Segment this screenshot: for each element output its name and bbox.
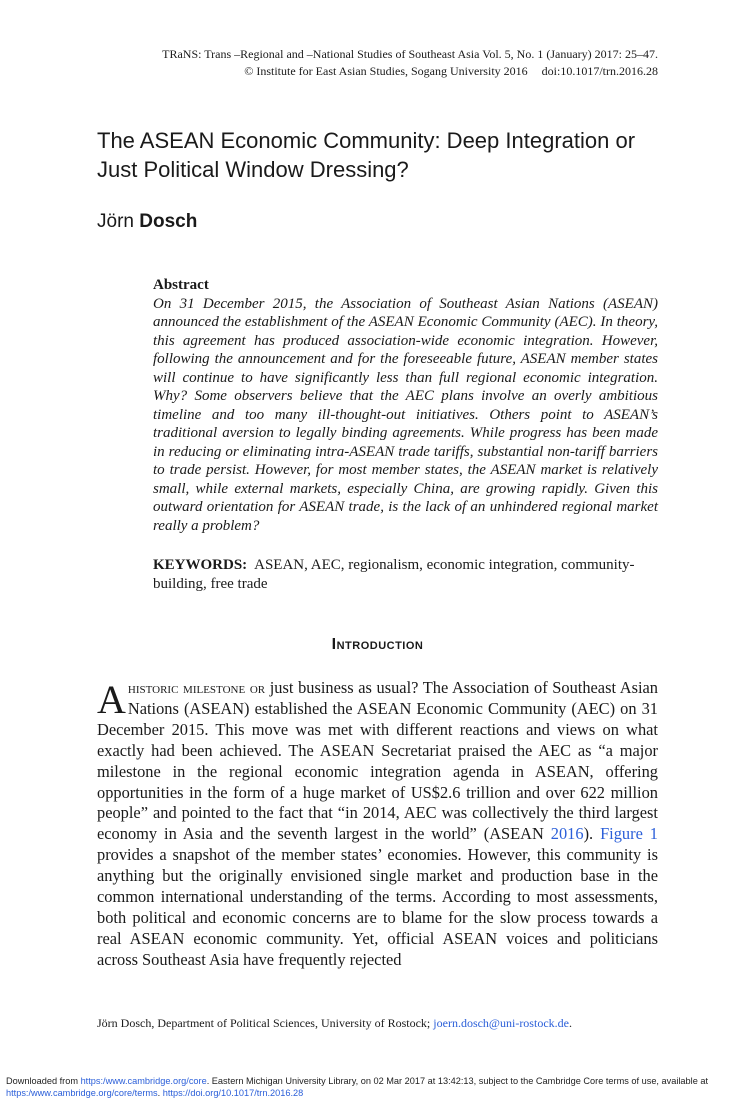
keywords-text: ASEAN, AEC, regionalism, economic integration, community-building, free trade <box>153 557 635 592</box>
smallcaps-lead: historic milestone or <box>127 678 266 697</box>
author-name <box>97 211 197 233</box>
author-surname: Dosch <box>139 211 198 232</box>
cambridge-core-link[interactable]: https:/www.cambridge.org/core <box>80 1076 207 1086</box>
terms-link[interactable]: https:/www.cambridge.org/core/terms <box>6 1088 158 1098</box>
footer-prefix: Downloaded from <box>6 1076 81 1086</box>
intro-text-1: just business as usual? The Association of Southeast Asian Nations (ASEAN) established the ASEAN Economic Community (AEC) on 31 December 2015. This move was met with different reactions and views on what exactly had been achieved. The ASEAN Secretariat praised the AEC as “a major milestone in the regional economic integration agenda in ASEAN, offering opportunities in the form of a huge market of US$2.6 trillion and over 622 million people” and pointed to the fact that “in 2014, AEC was collectively the third largest economy in Asia and the seventh largest in the world” (ASEAN <box>97 678 658 844</box>
abstract <box>153 276 658 535</box>
intro-text-3: provides a snapshot of the member states’ economies. However, this community is anything but the originally envisioned single market and production base in the common international understanding of the terms. According to most assessments, both political and economic concerns are to blame for the slow process towards a real ASEAN economic community. Yet, official ASEAN voices and politicians across Southeast Asia have frequently rejected <box>97 845 658 969</box>
doi-link[interactable]: https://doi.org/10.1017/trn.2016.28 <box>162 1088 304 1098</box>
journal-citation-line: TRaNS: Trans –Regional and –National Studies of Southeast Asia Vol. 5, No. 1 (January) 2017: 25–47. <box>162 47 658 61</box>
keywords-label: KEYWORDS: <box>153 557 248 573</box>
footer-sep: . <box>157 1088 163 1098</box>
copyright-line <box>244 63 658 80</box>
keywords <box>153 556 658 594</box>
affiliation-text: Jörn Dosch, Department of Political Sciences, University of Rostock; <box>97 1016 434 1030</box>
download-footer <box>6 1075 751 1099</box>
figure-reference-link[interactable]: Figure 1 <box>600 824 658 844</box>
intro-text-2: ). <box>583 824 601 844</box>
abstract-heading: Abstract <box>153 277 209 293</box>
author-email-link[interactable]: joern.dosch@uni-rostock.de <box>433 1016 569 1030</box>
article-title: The ASEAN Economic Community: Deep Integration or Just Political Window Dressing? <box>97 128 636 182</box>
introduction-paragraph <box>97 678 658 971</box>
abstract-text: On 31 December 2015, the Association of Southeast Asian Nations (ASEAN) announced the establishment of the ASEAN Economic Community (AEC). In theory, this agreement has produced association-wide economic integration. However, following the announcement and for the foreseeable future, ASEAN member states will continue to have significantly less than full regional economic integration. Why? Some observers believe that the AEC plans involve an overly ambitious timeline and too many ill-thought-out initiatives. Others point to ASEAN’s traditional aversion to legally binding agreements. While progress has been made in reducing or eliminating intra-ASEAN trade tariffs, substantial non-tariff barriers to trade persist. However, for most member states, the ASEAN market is relatively small, while external markets, especially China, are growing rapidly. Given this outward orientation for ASEAN trade, is the lack of an unhindered regional market really a problem? <box>153 295 658 534</box>
drop-cap: A <box>97 677 126 722</box>
section-heading-introduction: Introduction <box>331 636 424 653</box>
doi-text: doi:10.1017/trn.2016.28 <box>541 64 658 78</box>
copyright-text: © Institute for East Asian Studies, Sogang University 2016 <box>244 64 528 78</box>
author-given-name: Jörn <box>97 211 134 232</box>
citation-link[interactable]: 2016 <box>550 824 584 844</box>
footer-middle: . Eastern Michigan University Library, on 02 Mar 2017 at 13:42:13, subject to the Cambridge Core terms of use, available at <box>206 1076 709 1086</box>
affiliation-end: . <box>568 1016 572 1030</box>
author-affiliation <box>97 1016 572 1031</box>
